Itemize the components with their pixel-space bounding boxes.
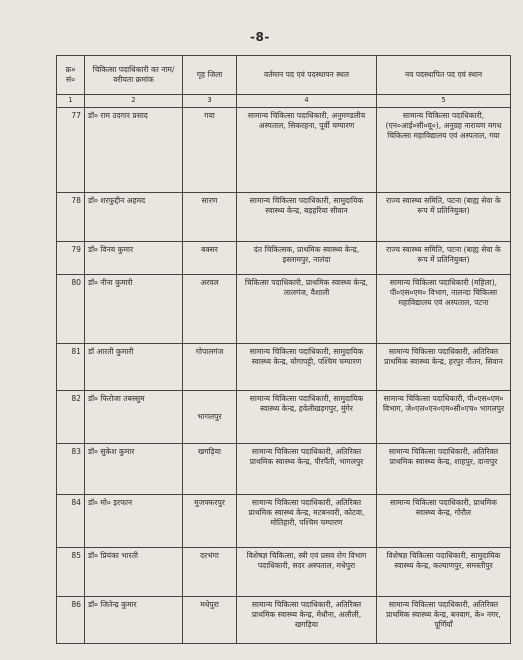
current-post-cell: सामान्य चिकित्सा पदाधिकारी, सामुदायिक स्वास्थ्य केन्द्र, बड़हरिया सीवान <box>237 193 377 242</box>
header-home-district: गृह जिला <box>183 56 237 95</box>
district-cell: सारण <box>183 193 237 242</box>
table-row <box>57 242 511 275</box>
posting-table <box>56 55 511 644</box>
serial-cell: 86 <box>57 597 85 644</box>
table-header-row <box>57 56 511 95</box>
serial-cell: 82 <box>57 391 85 444</box>
new-post-cell: सामान्य चिकित्सा पदाधिकारी, अतिरिक्त प्राथमिक स्वास्थ्य केन्द्र, शाहपुर, दानापुर <box>377 444 511 495</box>
serial-cell: 80 <box>57 275 85 344</box>
header-serial: क्र० सं० <box>57 56 85 95</box>
column-number: 4 <box>237 95 377 108</box>
page-number: -8- <box>250 30 270 44</box>
district-cell: खगड़िया <box>183 444 237 495</box>
new-post-cell: राज्य स्वास्थ्य समिति, पटना (बाह्य सेवा के रूप में प्रतिनियुक्त) <box>377 193 511 242</box>
serial-cell: 81 <box>57 344 85 391</box>
name-cell: डॉ आरती कुमारी <box>85 344 183 391</box>
district-cell: गया <box>183 108 237 193</box>
serial-cell: 85 <box>57 548 85 597</box>
new-post-cell: सामान्य चिकित्सा पदाधिकारी, प्राथमिक स्वास्थ्य केन्द्र, गोरौल <box>377 495 511 548</box>
table-row <box>57 108 511 193</box>
table-row <box>57 193 511 242</box>
new-post-cell: सामान्य चिकित्सा पदाधिकारी, अतिरिक्त प्राथमिक स्वास्थ्य केन्द्र, हरपुर नौतन, सिवान <box>377 344 511 391</box>
current-post-cell: सामान्य चिकित्सा पदाधिकारी, अतिरिक्त प्राथमिक स्वास्थ्य केन्द्र, पीरपैंती, भागलपुर <box>237 444 377 495</box>
serial-cell: 77 <box>57 108 85 193</box>
district-cell: भागलपुर <box>183 391 237 444</box>
name-cell: डॉ० शरफुद्दीन अहमद <box>85 193 183 242</box>
current-post-cell: सामान्य चिकित्सा पदाधिकारी, अतिरिक्त प्राथमिक स्वास्थ्य केन्द्र, मेधौना, अलौली, खगड़िया <box>237 597 377 644</box>
current-post-cell: विशेषज्ञ चिकित्सा, स्त्री एवं प्रसव रोग विभाग पदाधिकारी, सदर अस्पताल, मधेपुरा <box>237 548 377 597</box>
column-number: 5 <box>377 95 511 108</box>
current-post-cell: सामान्य चिकित्सा पदाधिकारी, सामुदायिक स्वास्थ्य केन्द्र, हवेलीखड़गपुर, मुंगेर <box>237 391 377 444</box>
current-post-cell: चिकित्सा पदाधिकारी, प्राथमिक स्वास्थ्य केन्द्र, लालगंज, वैशाली <box>237 275 377 344</box>
table-row <box>57 495 511 548</box>
table-row <box>57 344 511 391</box>
new-post-cell: सामान्य चिकित्सा पदाधिकारी, (एन०आई०सी०यू०), अनुग्रह नारायण मगध चिकित्सा महाविद्यालय एवं अस्पताल, गया <box>377 108 511 193</box>
current-post-cell: सामान्य चिकित्सा पदाधिकारी, अतिरिक्त प्राथमिक स्वास्थ्य केन्द्र, मटबनवरी, कोटवा, मोतिहारी, पश्चिम चम्पारण <box>237 495 377 548</box>
name-cell: डॉ० सुकेश कुमार <box>85 444 183 495</box>
district-cell: मधेपुरा <box>183 597 237 644</box>
new-post-cell: राज्य स्वास्थ्य समिति, पटना (बाह्य सेवा के रूप में प्रतिनियुक्त) <box>377 242 511 275</box>
column-number: 1 <box>57 95 85 108</box>
column-number: 2 <box>85 95 183 108</box>
name-cell: डॉ० विनय कुमार <box>85 242 183 275</box>
serial-cell: 83 <box>57 444 85 495</box>
district-cell: गोपालगंज <box>183 344 237 391</box>
name-cell: डॉ० प्रियंका भारती <box>85 548 183 597</box>
table-row <box>57 444 511 495</box>
table-row <box>57 391 511 444</box>
district-cell: दरभंगा <box>183 548 237 597</box>
column-number-row <box>57 95 511 108</box>
serial-cell: 84 <box>57 495 85 548</box>
current-post-cell: सामान्य चिकित्सा पदाधिकारी, अनुमण्डलीय अस्पताल, सिकरहना, पूर्वी चम्पारण <box>237 108 377 193</box>
district-cell: मुजफ्फरपुर <box>183 495 237 548</box>
district-cell: अरवल <box>183 275 237 344</box>
serial-cell: 79 <box>57 242 85 275</box>
table-row <box>57 597 511 644</box>
header-new-post: नव पदस्थापित पद एवं स्थान <box>377 56 511 95</box>
header-current-post: वर्तमान पद एवं पदस्थापन स्थल <box>237 56 377 95</box>
new-post-cell: सामान्य चिकित्सा पदाधिकारी, अतिरिक्त प्राथमिक स्वास्थ्य केन्द्र, बनवाग, के० नगर, पूर्णियाँ <box>377 597 511 644</box>
current-post-cell: दंत चिकित्सक, प्राथमिक स्वास्थ्य केन्द्र, इस्लामपुर, नालंदा <box>237 242 377 275</box>
header-name: चिकित्सा पदाधिकारी का नाम/वरीयता क्रमांक <box>85 56 183 95</box>
new-post-cell: सामान्य चिकित्सा पदाधिकारी (महिला), पी०एस०एम० विभाग, नालन्दा चिकित्सा महाविद्यालय एवं अस्पताल, पटना <box>377 275 511 344</box>
new-post-cell: सामान्य चिकित्सा पदाधिकारी, पी०एस०एम० विभाग, जे०एल०एन०एम०सी०एच० भागलपुर <box>377 391 511 444</box>
name-cell: डॉ० जितेन्द्र कुमार <box>85 597 183 644</box>
table-row <box>57 275 511 344</box>
name-cell: डॉ० फिरोजा तबस्सुम <box>85 391 183 444</box>
current-post-cell: सामान्य चिकित्सा पदाधिकारी, सामुदायिक स्वास्थ्य केन्द्र, योगापट्टी, पश्चिम चम्पारण <box>237 344 377 391</box>
name-cell: डॉ० राम उदगार प्रसाद <box>85 108 183 193</box>
table-row <box>57 548 511 597</box>
district-cell: बक्सर <box>183 242 237 275</box>
serial-cell: 78 <box>57 193 85 242</box>
name-cell: डॉ० नीना कुमारी <box>85 275 183 344</box>
name-cell: डॉ० मो० इरफान <box>85 495 183 548</box>
column-number: 3 <box>183 95 237 108</box>
new-post-cell: विशेषज्ञ चिकित्सा पदाधिकारी, सामुदायिक स्वास्थ्य केन्द्र, कल्याणपुर, समस्तीपुर <box>377 548 511 597</box>
